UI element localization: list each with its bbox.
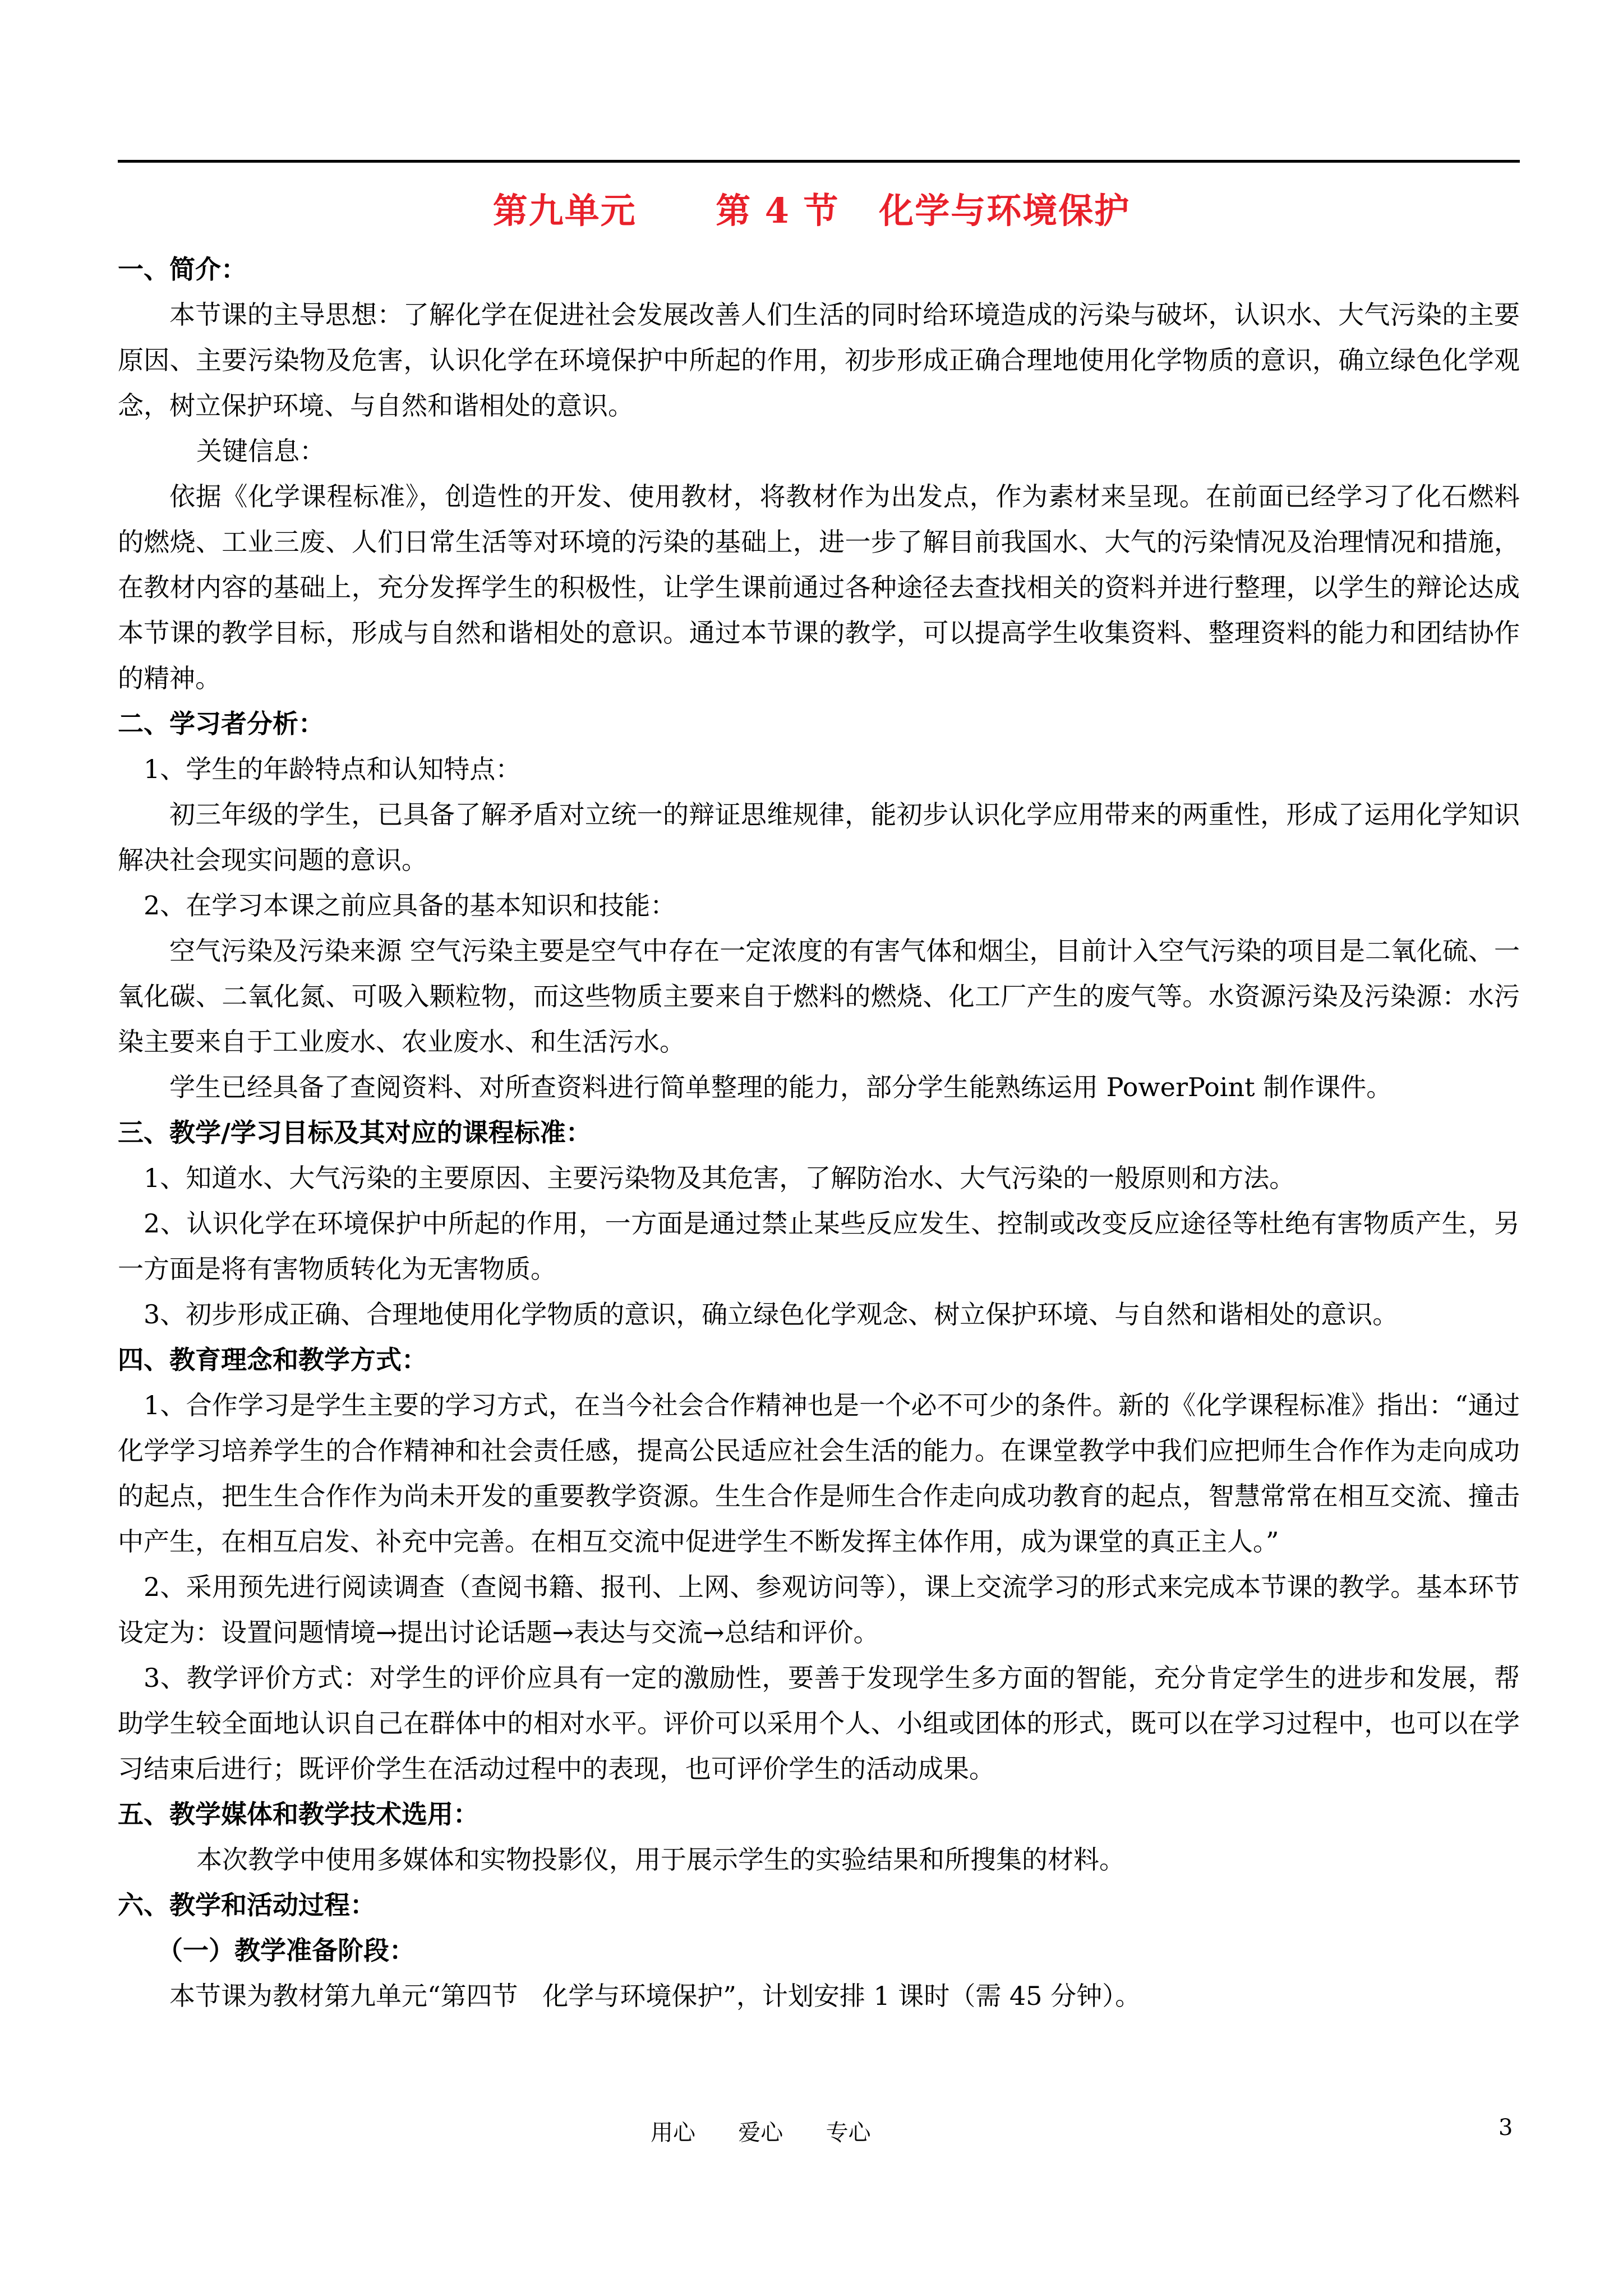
- section-heading: 五、教学媒体和教学技术选用：: [118, 1799, 479, 1829]
- page-number: 3: [1498, 2115, 1513, 2141]
- list-item: 3、初步形成正确、合理地使用化学物质的意识，确立绿色化学观念、树立保护环境、与自然和谐相处的意识。: [144, 1299, 1399, 1329]
- header-rule: [118, 160, 1520, 163]
- list-item: 2、采用预先进行阅读调查（查阅书籍、报刊、上网、参观访问等），课上交流学习的形式来完成本节课的教学。基本环节设定为：设置问题情境→提出讨论话题→表达与交流→总结和评价。: [118, 1572, 1520, 1648]
- section-heading: 一、简介：: [118, 254, 247, 284]
- document-body: [118, 247, 1520, 2019]
- paragraph: 依据《化学课程标准》，创造性的开发、使用教材，将教材作为出发点，作为素材来呈现。在前面已经学习了化石燃料的燃烧、工业三废、人们日常生活等对环境的污染的基础上，进一步了解目前我国水、大气的污染情况及治理情况和措施，在教材内容的基础上，充分发挥学生的积极性，让学生课前通过各种途径去查找相关的资料并进行整理，以学生的辩论达成本节课的教学目标，形成与自然和谐相处的意识。通过本节课的教学，可以提高学生收集资料、整理资料的能力和团结协作的精神。: [118, 481, 1520, 693]
- paragraph: 本节课为教材第九单元“第四节 化学与环境保护”，计划安排 1 课时（需 45 分钟）。: [169, 1981, 1141, 2011]
- paragraph: 本次教学中使用多媒体和实物投影仪，用于展示学生的实验结果和所搜集的材料。: [196, 1844, 1125, 1875]
- paragraph-label: 关键信息：: [196, 436, 325, 466]
- subsection-heading: （一）教学准备阶段：: [157, 1935, 415, 1966]
- section-heading: 二、学习者分析：: [118, 708, 324, 739]
- page-title: 第九单元 第 4 节 化学与环境保护: [492, 190, 1131, 231]
- section-heading: 四、教育理念和教学方式：: [118, 1345, 427, 1375]
- paragraph: 空气污染及污染来源 空气污染主要是空气中存在一定浓度的有害气体和烟尘，目前计入空气污染的项目是二氧化硫、一氧化碳、二氧化氮、可吸入颗粒物，而这些物质主要来自于燃料的燃烧、化工厂产生的废气等。水资源污染及污染源：水污染主要来自于工业废水、农业废水、和生活污水。: [118, 936, 1520, 1057]
- footer-motto: 用心 爱心 专心: [651, 2120, 871, 2146]
- paragraph: 本节课的主导思想：了解化学在促进社会发展改善人们生活的同时给环境造成的污染与破坏，认识水、大气污染的主要原因、主要污染物及危害，认识化学在环境保护中所起的作用，初步形成正确合理地使用化学物质的意识，确立绿色化学观念，树立保护环境、与自然和谐相处的意识。: [118, 300, 1520, 421]
- list-item: 2、在学习本课之前应具备的基本知识和技能：: [144, 890, 676, 921]
- section-heading: 三、教学/学习目标及其对应的课程标准：: [118, 1117, 592, 1148]
- paragraph: 学生已经具备了查阅资料、对所查资料进行简单整理的能力，部分学生能熟练运用 PowerPoint 制作课件。: [169, 1072, 1393, 1102]
- paragraph: 初三年级的学生，已具备了解矛盾对立统一的辩证思维规律，能初步认识化学应用带来的两重性，形成了运用化学知识解决社会现实问题的意识。: [118, 799, 1520, 875]
- list-item: 1、合作学习是学生主要的学习方式，在当今社会合作精神也是一个必不可少的条件。新的《化学课程标准》指出：“通过化学学习培养学生的合作精神和社会责任感，提高公民适应社会生活的能力。在课堂教学中我们应把师生合作作为走向成功的起点，把生生合作作为尚未开发的重要教学资源。生生合作是师生合作走向成功教育的起点，智慧常常在相互交流、撞击中产生，在相互启发、补充中完善。在相互交流中促进学生不断发挥主体作用，成为课堂的真正主人。”: [118, 1390, 1520, 1557]
- list-item: 2、认识化学在环境保护中所起的作用，一方面是通过禁止某些反应发生、控制或改变反应途径等杜绝有害物质产生，另一方面是将有害物质转化为无害物质。: [118, 1208, 1520, 1284]
- list-item: 1、学生的年龄特点和认知特点：: [144, 754, 522, 784]
- list-item: 3、教学评价方式：对学生的评价应具有一定的激励性，要善于发现学生多方面的智能，充分肯定学生的进步和发展，帮助学生较全面地认识自己在群体中的相对水平。评价可以采用个人、小组或团体的形式，既可以在学习过程中，也可以在学习结束后进行；既评价学生在活动过程中的表现，也可评价学生的活动成果。: [118, 1663, 1520, 1784]
- section-heading: 六、教学和活动过程：: [118, 1890, 376, 1920]
- list-item: 1、知道水、大气污染的主要原因、主要污染物及其危害，了解防治水、大气污染的一般原则和方法。: [144, 1163, 1295, 1193]
